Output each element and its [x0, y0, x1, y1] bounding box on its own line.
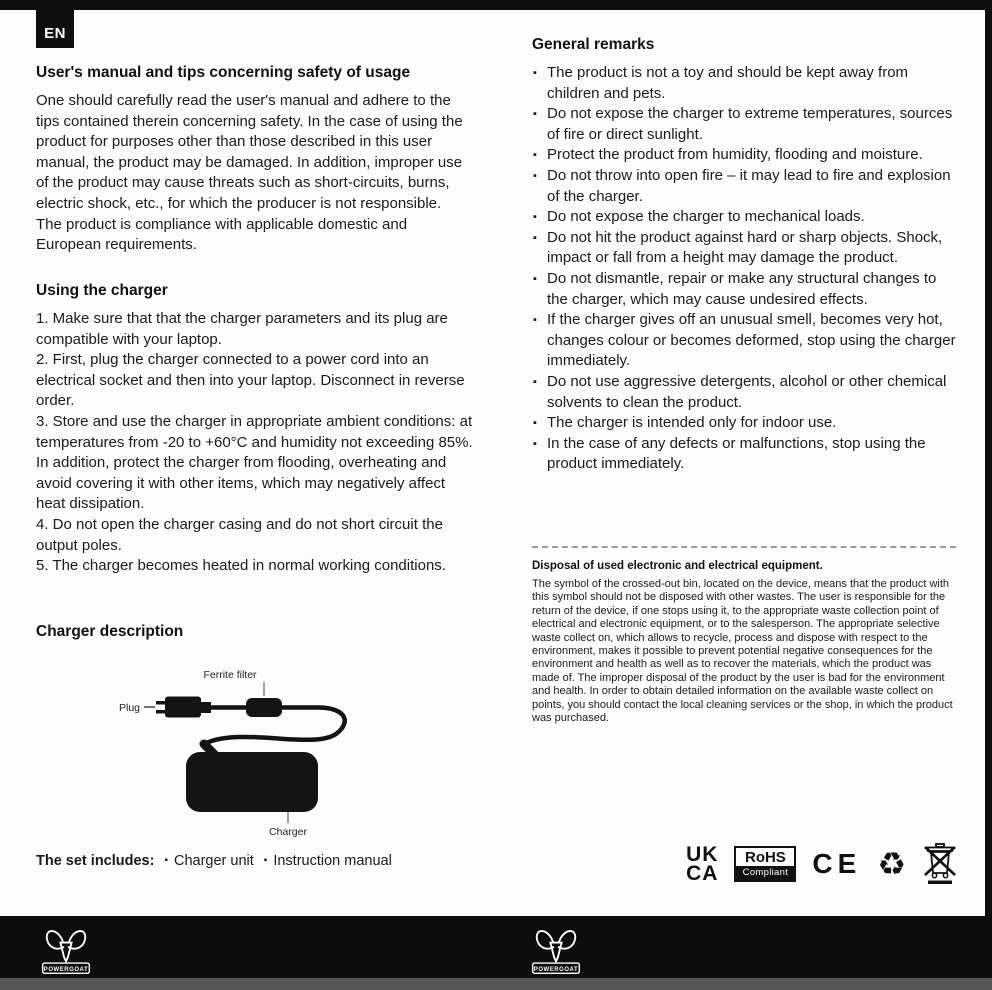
- plug-body-icon: [165, 697, 201, 718]
- general-remarks-list: [532, 63, 958, 475]
- powergoat-wordmark: POWERGOAT: [43, 967, 89, 973]
- general-remark-item: ▪ In the case of any defects or malfunctions, stop using the product immediately.: [532, 434, 958, 475]
- using-charger-heading: Using the charger: [36, 282, 168, 299]
- set-includes-line: [36, 853, 556, 869]
- general-remark-item: ▪ Do not expose the charger to extreme temperatures, sources of fire or direct sunlight.: [532, 104, 958, 145]
- footer-gray-strip: [0, 978, 992, 990]
- using-step: 4. Do not open the charger casing and do not short circuit the output poles.: [36, 515, 443, 554]
- rohs-label: RoHS: [744, 848, 786, 866]
- top-edge-bar: [0, 0, 992, 10]
- plug-label: Plug: [118, 702, 140, 714]
- charger-label: Charger: [269, 826, 307, 838]
- general-remark-item: ▪ If the charger gives off an unusual smell, becomes very hot, changes colour or becomes deformed, stop using the charger immediately.: [532, 310, 958, 372]
- language-badge: EN: [36, 6, 74, 48]
- weee-bin-icon: [922, 842, 958, 886]
- ce-mark: CE: [812, 848, 862, 879]
- general-remarks-heading: General remarks: [532, 36, 655, 53]
- charger-brick-icon: [186, 752, 318, 812]
- bullet-icon: ▪: [164, 855, 168, 866]
- powergoat-logo: [528, 922, 584, 978]
- plug-prong-icon: [156, 701, 165, 705]
- using-step: 1. Make sure that that the charger parameters and its plug are compatible with your laptop.: [36, 310, 448, 348]
- charger-diagram-drawing: [36, 660, 476, 842]
- footer-bar: [0, 916, 992, 978]
- using-charger-section: [36, 282, 474, 577]
- disposal-heading: Disposal of used electronic and electrical equipment.: [532, 560, 823, 572]
- safety-section: [36, 64, 470, 256]
- right-edge-bar: [985, 0, 992, 990]
- set-includes-item: Instruction manual: [273, 853, 392, 869]
- general-remark-item: ▪ The product is not a toy and should be kept away from children and pets.: [532, 63, 958, 104]
- general-remark-item: ▪ Protect the product from humidity, flooding and moisture.: [532, 145, 958, 166]
- general-remark-item: ▪ Do not expose the charger to mechanical loads.: [532, 207, 958, 228]
- ferrite-filter-icon: [246, 698, 282, 717]
- plug-prong-icon: [156, 710, 165, 714]
- general-remarks-section: [532, 36, 958, 475]
- general-remark-item: ▪ The charger is intended only for indoor use.: [532, 413, 958, 434]
- rohs-compliant-label: Compliant: [736, 866, 794, 881]
- powergoat-wordmark: POWERGOAT: [533, 967, 579, 973]
- bullet-icon: ▪: [263, 855, 268, 866]
- general-remark-item: ▪ Do not use aggressive detergents, alcohol or other chemical solvents to clean the product.: [532, 372, 958, 413]
- certification-marks: [686, 842, 958, 886]
- set-includes-item: Charger unit: [174, 853, 254, 869]
- using-step: 5. The charger becomes heated in normal working conditions.: [36, 557, 446, 575]
- dashed-divider: [532, 546, 956, 548]
- using-step: 2. First, plug the charger connected to a power cord into an electrical socket and then into your laptop. Disconnect in reverse order.: [36, 351, 465, 410]
- general-remark-item: ▪ Do not hit the product against hard or sharp objects. Shock, impact or fall from a height may damage the product.: [532, 228, 958, 269]
- ferrite-filter-label: Ferrite filter: [203, 669, 257, 681]
- disposal-body: The symbol of the crossed-out bin, located on the device, means that the product with this symbol should not be disposed with other wastes. The user is responsible for the return of the device, if one stops using it, to the appropriate waste collection point of electrical and electronic equipment, or to the salesperson. The appropriate selective waste collect on, which allows to recycle, process and dispose with respect to the environment, makes it possible to prevent potential negative consequences for the environment and health as well as to recover the materials, which the product was made of. The improper disposal of the product by the user is bad for the environment and health. In order to obtain detailed information on the available waste collect on points, you should contact the local cleaning services or the shop, in which the product was purchased.: [532, 578, 953, 725]
- ukca-line2: CA: [686, 862, 719, 885]
- set-includes-label: The set includes:: [36, 853, 155, 869]
- charger-diagram: [36, 660, 476, 842]
- safety-body: One should carefully read the user's manual and adhere to the tips contained therein concerning safety. In the case of using the product for purposes other than those described in this user manual, the product may be damaged. In addition, improper use of the product may cause threats such as short-circuits, burns, electric shock, etc., for which the producer is not responsible. The product is compliance with applicable domestic and European requirements.: [36, 92, 463, 254]
- using-step: 3. Store and use the charger in appropriate ambient conditions: at temperatures from -20 to +60°C and humidity not exceeding 85%. In addition, protect the charger from flooding, overheating and avoid covering it with other items, which may negatively affect heat dissipation.: [36, 412, 473, 513]
- recycle-icon: ♻: [877, 846, 906, 882]
- general-remark-item: ▪ Do not throw into open fire – it may lead to fire and explosion of the charger.: [532, 166, 958, 207]
- ukca-mark: [686, 845, 718, 883]
- charger-description-heading: Charger description: [36, 623, 184, 640]
- rohs-mark: [734, 846, 796, 883]
- safety-heading: User's manual and tips concerning safety of usage: [36, 64, 411, 81]
- general-remark-item: ▪ Do not dismantle, repair or make any structural changes to the charger, which may cause undesired effects.: [532, 269, 958, 310]
- powergoat-logo: [38, 922, 94, 978]
- disposal-section: [532, 560, 956, 725]
- ukca-line1: UK: [686, 843, 719, 866]
